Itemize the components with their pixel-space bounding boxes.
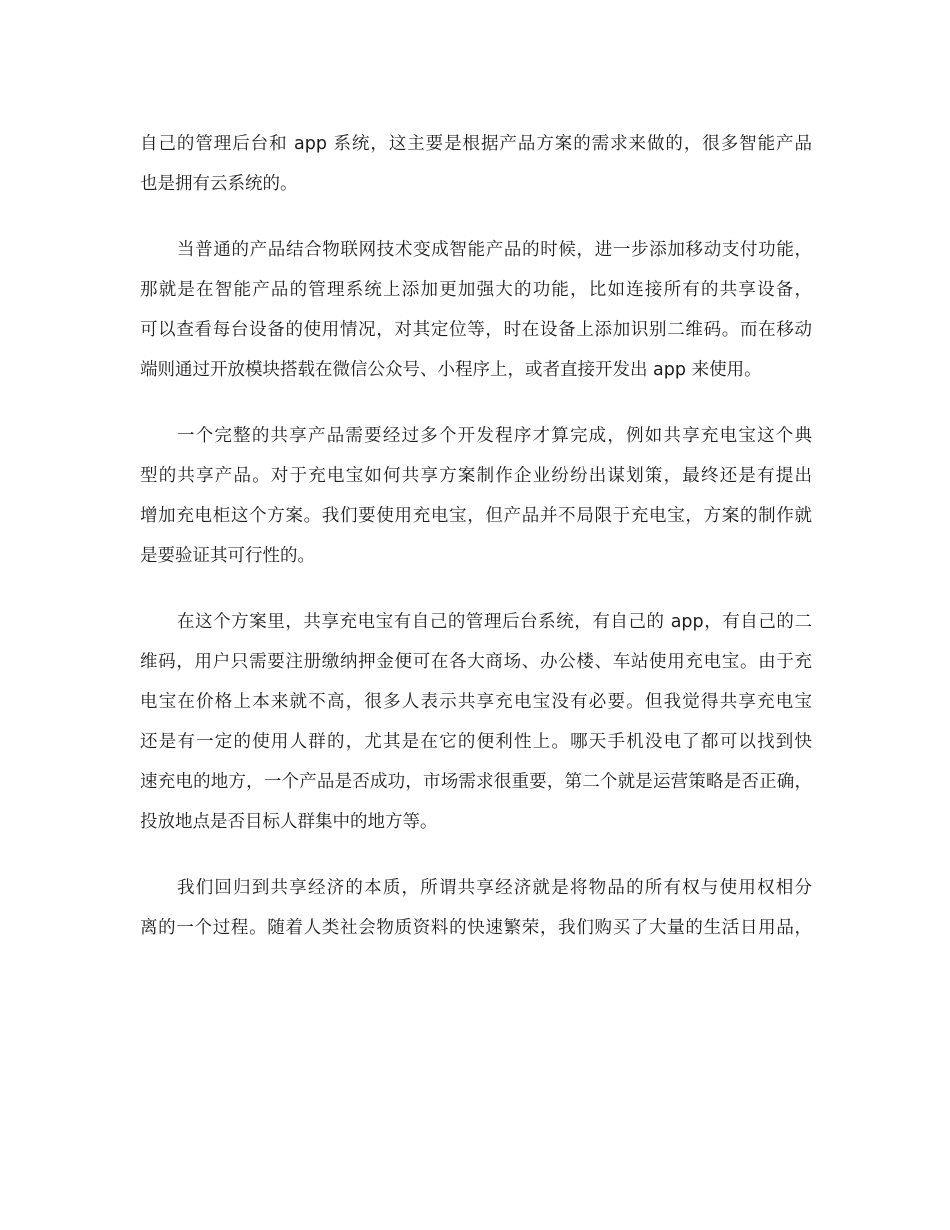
paragraph-5 (140, 868, 812, 948)
paragraph-4 (140, 602, 812, 842)
text-line: 增加充电柜这个方案。我们要使用充电宝，但产品并不局限于充电宝，方案的制作就 (140, 506, 812, 526)
paragraph-1 (140, 124, 812, 204)
text-line: 维码，用户只需要注册缴纳押金便可在各大商场、办公楼、车站使用充电宝。由于充 (140, 652, 812, 672)
text-line: 可以查看每台设备的使用情况，对其定位等，时在设备上添加识别二维码。而在移动 (140, 320, 812, 340)
text-line: 当普通的产品结合物联网技术变成智能产品的时候，进一步添加移动支付功能， (177, 240, 812, 260)
text-line: 也是拥有云系统的。 (140, 174, 298, 194)
text-line: 我们回归到共享经济的本质，所谓共享经济就是将物品的所有权与使用权相分 (177, 878, 812, 898)
text-line: 是要验证其可行性的。 (140, 546, 315, 566)
text-line: 还是有一定的使用人群的，尤其是在它的便利性上。哪天手机没电了都可以找到快 (140, 732, 812, 752)
text-line: 型的共享产品。对于充电宝如何共享方案制作企业纷纷出谋划策，最终还是有提出 (140, 466, 812, 486)
text-line: 自己的管理后台和 app 系统，这主要是根据产品方案的需求来做的，很多智能产品 (140, 134, 812, 154)
paragraph-2 (140, 230, 812, 390)
text-line: 一个完整的共享产品需要经过多个开发程序才算完成，例如共享充电宝这个典 (177, 426, 812, 446)
text-line: 那就是在智能产品的管理系统上添加更加强大的功能，比如连接所有的共享设备， (140, 280, 812, 300)
document-body (140, 124, 812, 974)
text-line: 端则通过开放模块搭载在微信公众号、小程序上，或者直接开发出 app 来使用。 (140, 360, 762, 380)
text-line: 离的一个过程。随着人类社会物质资料的快速繁荣，我们购买了大量的生活日用品， (140, 918, 812, 938)
text-line: 在这个方案里，共享充电宝有自己的管理后台系统，有自己的 app，有自己的二 (177, 612, 812, 632)
text-line: 投放地点是否目标人群集中的地方等。 (140, 812, 438, 832)
text-line: 电宝在价格上本来就不高，很多人表示共享充电宝没有必要。但我觉得共享充电宝 (140, 692, 812, 712)
paragraph-3 (140, 416, 812, 576)
text-line: 速充电的地方，一个产品是否成功，市场需求很重要，第二个就是运营策略是否正确， (140, 772, 812, 792)
